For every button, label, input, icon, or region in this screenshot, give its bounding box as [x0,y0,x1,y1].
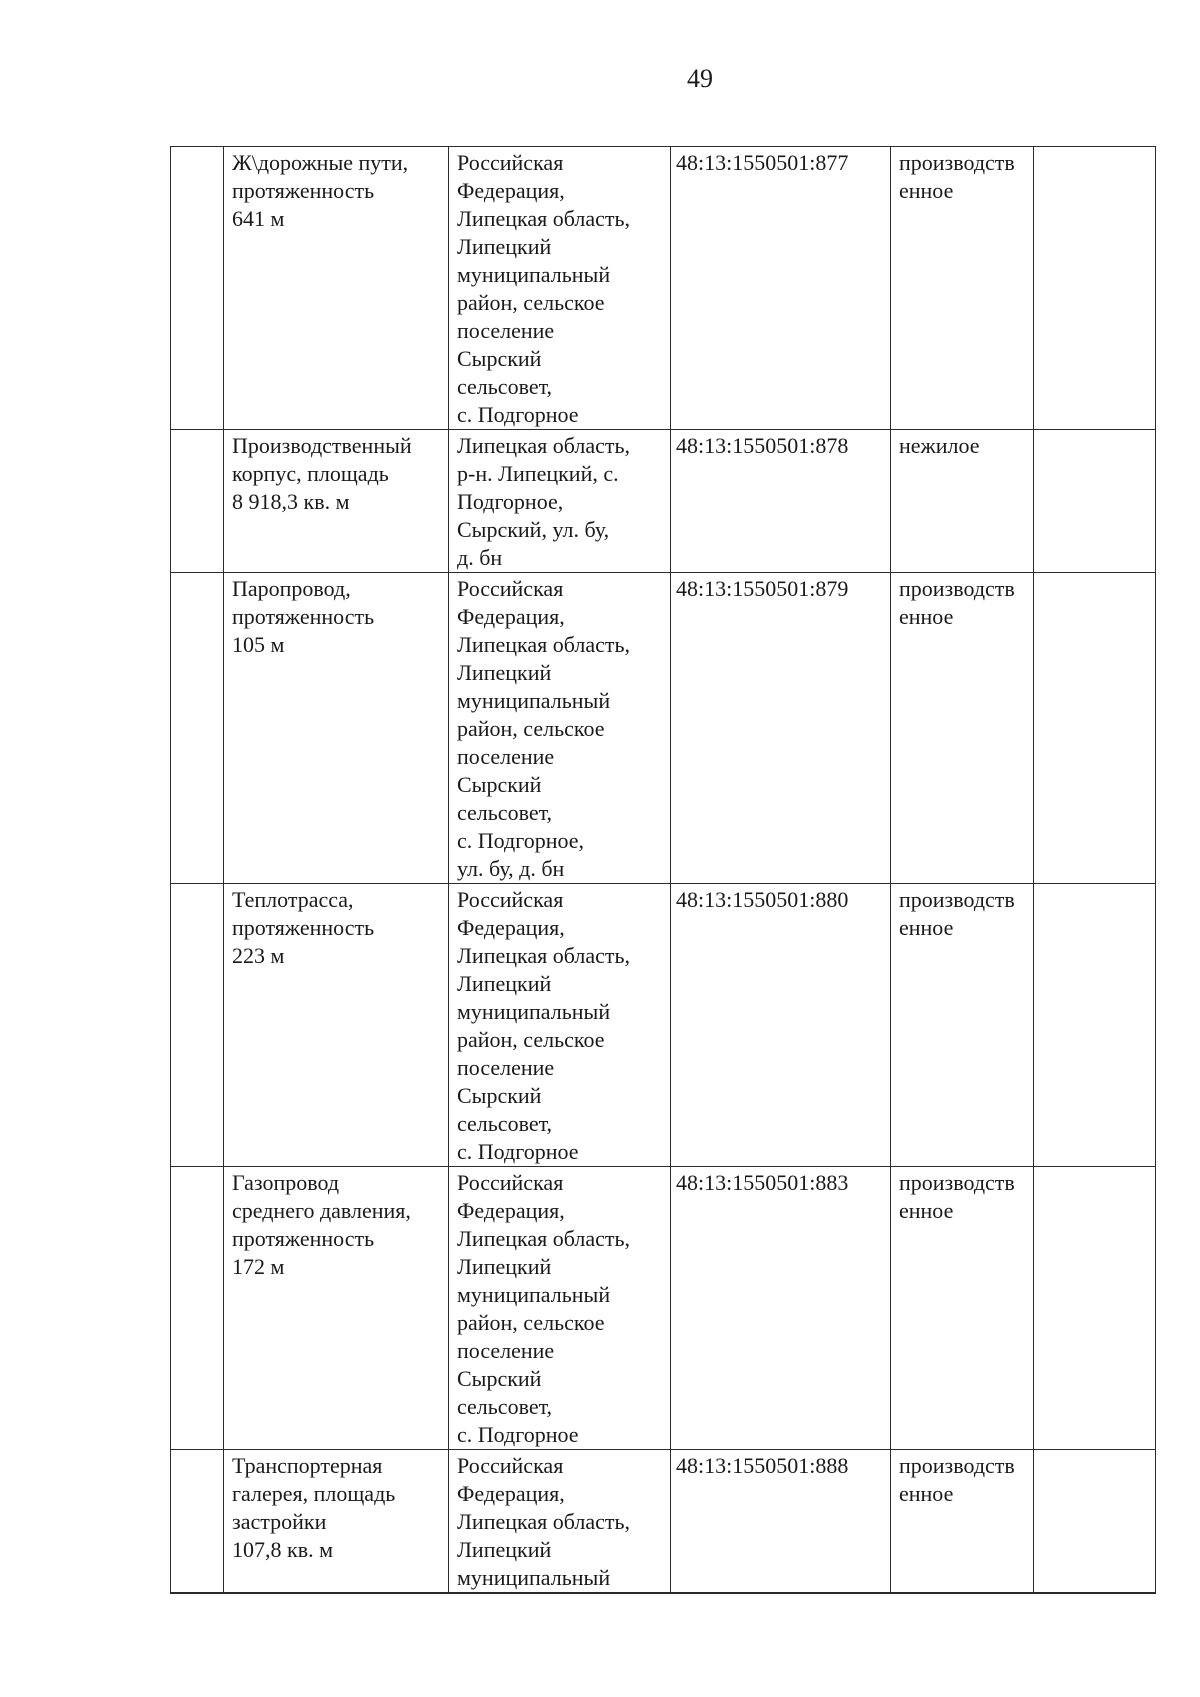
object-name-cell: Газопровод среднего давления, протяженность 172 м [224,1167,449,1450]
row-number-cell [171,1450,224,1594]
address-cell: Российская Федерация, Липецкая область, Липецкий муниципальный район, сельское поселение Сырский сельсовет, с. Подгорное [449,1167,671,1450]
cadastral-number-cell: 48:13:1550501:880 [671,884,891,1167]
table-row [171,573,1156,884]
row-number-cell [171,884,224,1167]
object-name-cell: Ж\дорожные пути, протяженность 641 м [224,147,449,430]
object-name-cell: Транспортерная галерея, площадь застройки 107,8 кв. м [224,1450,449,1594]
table-row [171,1450,1156,1594]
purpose-cell: производств енное [891,573,1034,884]
cadastral-number-cell: 48:13:1550501:877 [671,147,891,430]
address-cell: Российская Федерация, Липецкая область, Липецкий муниципальный район, сельское поселение Сырский сельсовет, с. Подгорное [449,884,671,1167]
extra-cell [1034,147,1156,430]
extra-cell [1034,573,1156,884]
row-number-cell [171,147,224,430]
extra-cell [1034,1450,1156,1594]
address-cell: Российская Федерация, Липецкая область, Липецкий муниципальный район, сельское поселение Сырский сельсовет, с. Подгорное, ул. бу, д. бн [449,573,671,884]
purpose-cell: производств енное [891,884,1034,1167]
address-cell: Российская Федерация, Липецкая область, Липецкий муниципальный [449,1450,671,1594]
page-number: 49 [687,64,713,93]
purpose-cell: нежилое [891,430,1034,573]
cadastral-number-cell: 48:13:1550501:883 [671,1167,891,1450]
property-table [170,146,1156,1594]
purpose-cell: производств енное [891,1450,1034,1594]
table-row [171,147,1156,430]
extra-cell [1034,430,1156,573]
row-number-cell [171,573,224,884]
address-cell: Российская Федерация, Липецкая область, Липецкий муниципальный район, сельское поселение Сырский сельсовет, с. Подгорное [449,147,671,430]
object-name-cell: Производственный корпус, площадь 8 918,3 кв. м [224,430,449,573]
cadastral-number-cell: 48:13:1550501:888 [671,1450,891,1594]
purpose-cell: производств енное [891,1167,1034,1450]
purpose-cell: производств енное [891,147,1034,430]
object-name-cell: Паропровод, протяженность 105 м [224,573,449,884]
cadastral-number-cell: 48:13:1550501:879 [671,573,891,884]
object-name-cell: Теплотрасса, протяженность 223 м [224,884,449,1167]
table-row [171,1167,1156,1450]
row-number-cell [171,1167,224,1450]
extra-cell [1034,1167,1156,1450]
table-row [171,884,1156,1167]
address-cell: Липецкая область, р-н. Липецкий, с. Подгорное, Сырский, ул. бу, д. бн [449,430,671,573]
cadastral-number-cell: 48:13:1550501:878 [671,430,891,573]
row-number-cell [171,430,224,573]
extra-cell [1034,884,1156,1167]
table-row [171,430,1156,573]
